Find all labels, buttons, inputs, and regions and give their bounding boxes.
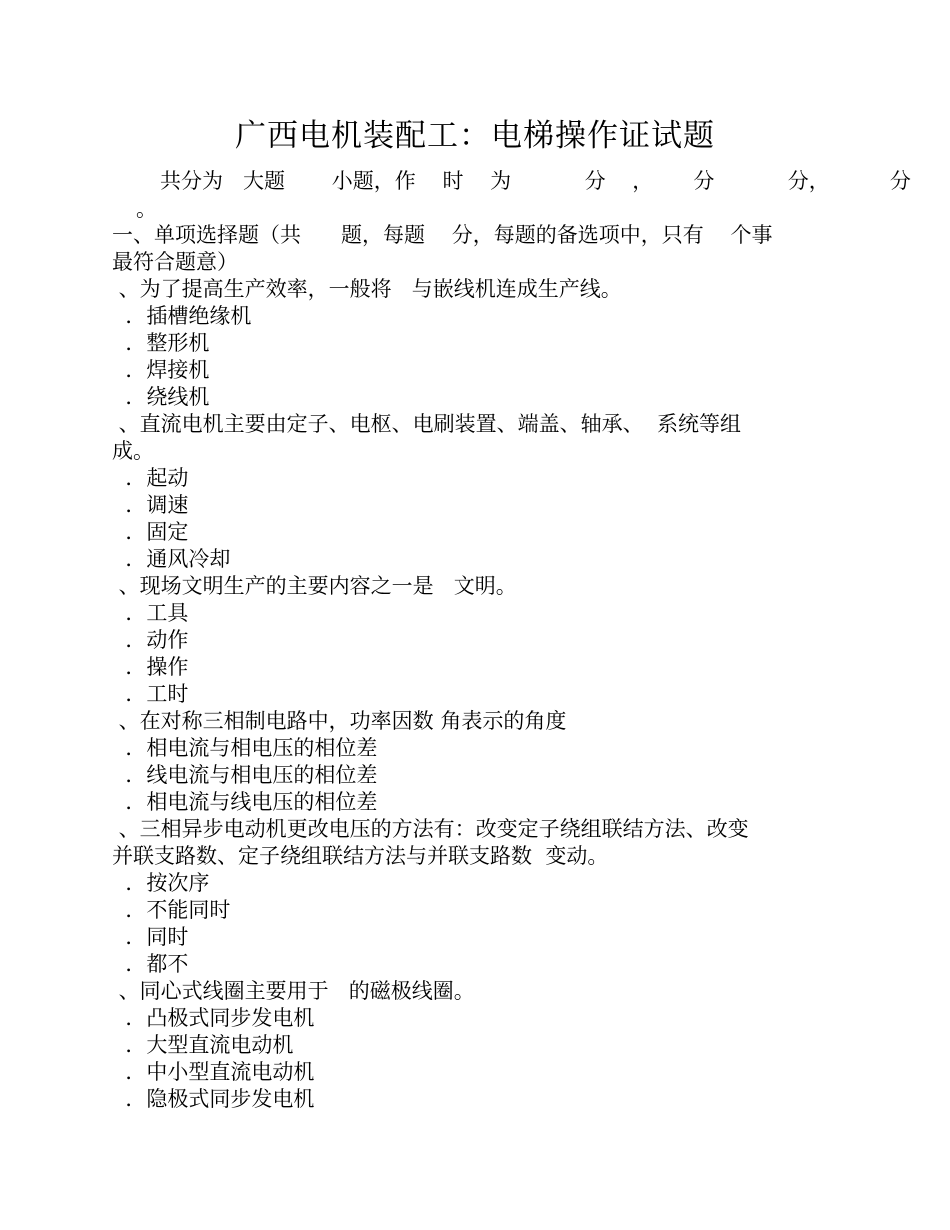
question-stem-line: 、在对称三相制电路中，功率因数 角表示的角度 [112,709,567,733]
option-a [112,735,872,762]
option-text: ．绕线机 [112,385,210,409]
option-text: ．线电流与相电压的相位差 [112,763,378,787]
option-text: ．操作 [112,655,189,679]
question-6 [112,978,872,1113]
option-text: ．中小型直流电动机 [112,1060,315,1084]
question-4 [112,708,872,816]
option-text: ．动作 [112,628,189,652]
option-text: ．同时 [112,925,189,949]
option-text: ．焊接机 [112,358,210,382]
option-a [112,303,872,330]
option-text: ．按次序 [112,871,210,895]
option-b [112,627,872,654]
document-title: 广西电机装配工：电梯操作证试题 [235,118,715,154]
section-heading-line: 一、单项选择题（共 题，每题 分，每题的备选项中，只有 个事 [112,223,773,247]
option-d [112,546,872,573]
option-c [112,789,872,816]
exam-intro-end: 。 [136,197,157,221]
option-text: ．整形机 [112,331,210,355]
option-a [112,465,872,492]
option-c [112,654,872,681]
option-c [112,1059,872,1086]
option-text: ．隐极式同步发电机 [112,1087,315,1111]
option-d [112,384,872,411]
question-stem [112,411,872,465]
question-stem [112,816,872,870]
option-text: ．工时 [112,682,189,706]
option-d [112,681,872,708]
option-text: ．不能同时 [112,898,231,922]
question-stem-line: 、直流电机主要由定子、电枢、电刷装置、端盖、轴承、 系统等组 [112,412,742,436]
option-text: ．工具 [112,601,189,625]
option-a [112,870,872,897]
question-stem-line: 并联支路数、定子绕组联结方法与并联支路数 变动。 [112,844,609,868]
question-stem [112,276,872,303]
option-c [112,519,872,546]
exam-intro: 共分为 大题 小题，作 时 为 分 ， 分 分， 分 [160,169,911,193]
option-text: ．都不 [112,952,189,976]
section-heading [112,222,872,276]
question-stem-line: 、为了提高生产效率，一般将 与嵌线机连成生产线。 [112,277,622,301]
option-text: ．起动 [112,466,189,490]
option-b [112,762,872,789]
question-5 [112,816,872,978]
option-b [112,492,872,519]
question-stem [112,708,872,735]
option-d [112,951,872,978]
option-b [112,330,872,357]
question-stem [112,978,872,1005]
question-2 [112,411,872,573]
option-b [112,1032,872,1059]
question-stem-line: 、同心式线圈主要用于 的磁极线圈。 [112,979,475,1003]
document-body [112,222,872,1113]
question-3 [112,573,872,708]
question-stem-line: 成。 [112,439,154,463]
question-stem-line: 、现场文明生产的主要内容之一是 文明。 [112,574,517,598]
question-stem [112,573,872,600]
option-c [112,924,872,951]
option-d [112,1086,872,1113]
option-text: ．固定 [112,520,189,544]
option-text: ．通风冷却 [112,547,231,571]
question-1 [112,276,872,411]
question-stem-line: 、三相异步电动机更改电压的方法有：改变定子绕组联结方法、改变 [112,817,749,841]
option-a [112,600,872,627]
option-text: ．凸极式同步发电机 [112,1006,315,1030]
option-text: ．调速 [112,493,189,517]
section-heading-line: 最符合题意） [112,250,238,274]
option-text: ．大型直流电动机 [112,1033,294,1057]
option-a [112,1005,872,1032]
option-c [112,357,872,384]
option-b [112,897,872,924]
option-text: ．相电流与线电压的相位差 [112,790,378,814]
option-text: ．插槽绝缘机 [112,304,252,328]
option-text: ．相电流与相电压的相位差 [112,736,378,760]
